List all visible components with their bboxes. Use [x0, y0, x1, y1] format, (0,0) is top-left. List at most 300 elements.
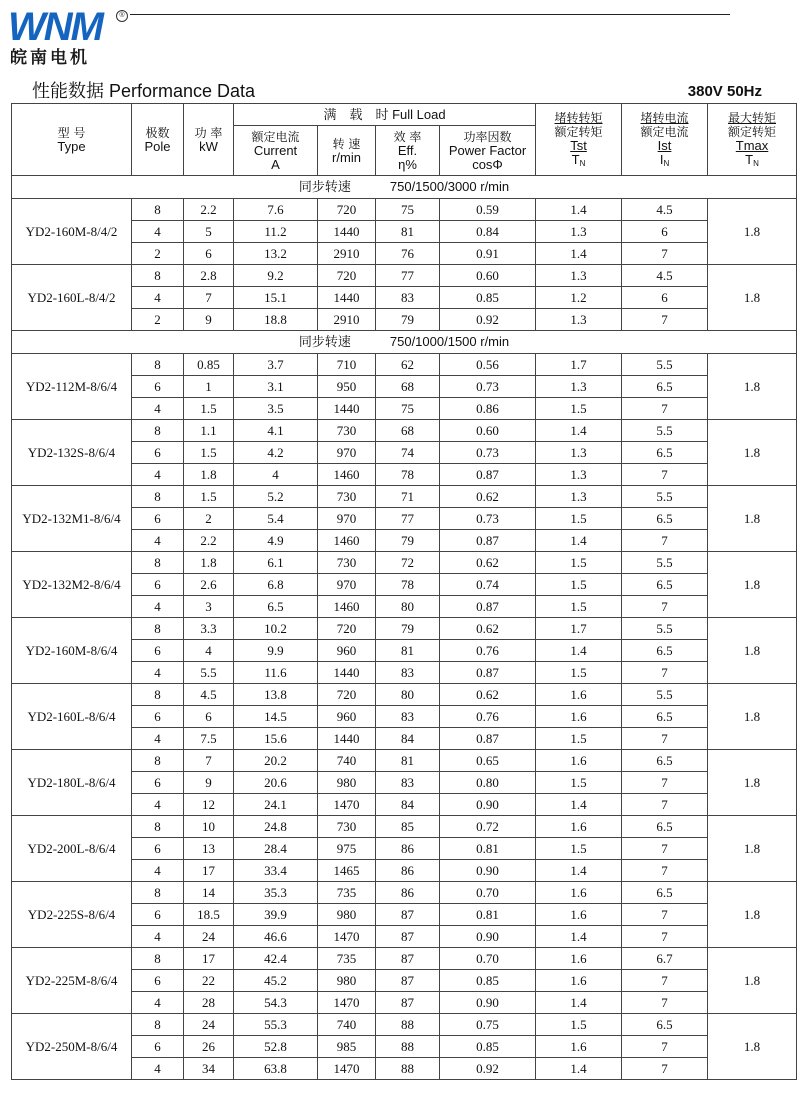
cell-kw: 26 — [184, 1036, 234, 1058]
cell-pf: 0.76 — [440, 706, 536, 728]
cell-current: 3.5 — [234, 398, 318, 420]
cell-current: 15.1 — [234, 287, 318, 309]
cell-pf: 0.76 — [440, 640, 536, 662]
cell-current: 7.6 — [234, 199, 318, 221]
cell-kw: 1.8 — [184, 464, 234, 486]
model-type: YD2-160L-8/4/2 — [12, 265, 132, 331]
cell-eff: 77 — [376, 265, 440, 287]
cell-eff: 72 — [376, 552, 440, 574]
cell-tst: 1.3 — [536, 309, 622, 331]
cell-eff: 68 — [376, 420, 440, 442]
cell-pf: 0.62 — [440, 684, 536, 706]
cell-current: 14.5 — [234, 706, 318, 728]
cell-ist: 7 — [622, 728, 708, 750]
cell-pf: 0.62 — [440, 486, 536, 508]
cell-eff: 78 — [376, 464, 440, 486]
cell-pf: 0.72 — [440, 816, 536, 838]
cell-eff: 87 — [376, 948, 440, 970]
cell-tst: 1.6 — [536, 750, 622, 772]
cell-tmax: 1.8 — [708, 816, 797, 882]
cell-eff: 62 — [376, 354, 440, 376]
cell-pf: 0.84 — [440, 221, 536, 243]
header-kw: 功 率 kW — [184, 104, 234, 176]
cell-eff: 83 — [376, 662, 440, 684]
cell-current: 5.2 — [234, 486, 318, 508]
cell-tst: 1.5 — [536, 662, 622, 684]
cell-tst: 1.5 — [536, 772, 622, 794]
cell-kw: 1.5 — [184, 442, 234, 464]
cell-ist: 6.5 — [622, 640, 708, 662]
cell-current: 24.8 — [234, 816, 318, 838]
model-type: YD2-160M-8/4/2 — [12, 199, 132, 265]
cell-speed: 1460 — [318, 464, 376, 486]
cell-eff: 75 — [376, 199, 440, 221]
cell-pole: 8 — [132, 750, 184, 772]
cell-kw: 24 — [184, 1014, 234, 1036]
cell-eff: 79 — [376, 309, 440, 331]
cell-pole: 4 — [132, 596, 184, 618]
cell-ist: 6.5 — [622, 508, 708, 530]
cell-tst: 1.5 — [536, 508, 622, 530]
header-speed: 转 速 r/min — [318, 126, 376, 176]
cell-ist: 7 — [622, 926, 708, 948]
cell-ist: 4.5 — [622, 199, 708, 221]
cell-pole: 8 — [132, 199, 184, 221]
cell-pf: 0.81 — [440, 904, 536, 926]
cell-eff: 68 — [376, 376, 440, 398]
cell-pole: 4 — [132, 992, 184, 1014]
cell-ist: 4.5 — [622, 265, 708, 287]
header-tst-ratio: 堵转转矩 额定转矩 Tst TN — [536, 104, 622, 176]
cell-speed: 720 — [318, 684, 376, 706]
cell-tst: 1.4 — [536, 640, 622, 662]
cell-pf: 0.90 — [440, 926, 536, 948]
cell-speed: 740 — [318, 750, 376, 772]
cell-ist: 5.5 — [622, 552, 708, 574]
cell-eff: 86 — [376, 838, 440, 860]
cell-current: 10.2 — [234, 618, 318, 640]
brand-chinese-name: 皖南电机 — [10, 48, 90, 68]
cell-pf: 0.92 — [440, 309, 536, 331]
cell-pole: 8 — [132, 948, 184, 970]
cell-tst: 1.3 — [536, 376, 622, 398]
cell-speed: 980 — [318, 772, 376, 794]
cell-ist: 5.5 — [622, 618, 708, 640]
cell-pole: 8 — [132, 816, 184, 838]
cell-tst: 1.6 — [536, 970, 622, 992]
cell-current: 5.4 — [234, 508, 318, 530]
cell-pf: 0.73 — [440, 442, 536, 464]
cell-speed: 980 — [318, 970, 376, 992]
cell-tst: 1.5 — [536, 574, 622, 596]
table-row — [12, 882, 797, 904]
logo-text: WNM — [8, 5, 102, 46]
model-type: YD2-225M-8/6/4 — [12, 948, 132, 1014]
cell-eff: 87 — [376, 904, 440, 926]
cell-ist: 7 — [622, 772, 708, 794]
cell-pf: 0.80 — [440, 772, 536, 794]
cell-ist: 7 — [622, 1036, 708, 1058]
cell-pole: 8 — [132, 420, 184, 442]
wnm-logo — [8, 4, 120, 46]
cell-speed: 1440 — [318, 221, 376, 243]
cell-kw: 1.8 — [184, 552, 234, 574]
cell-tst: 1.4 — [536, 530, 622, 552]
cell-ist: 6.5 — [622, 574, 708, 596]
cell-pole: 6 — [132, 640, 184, 662]
header-divider — [130, 14, 730, 15]
header-tmax-ratio: 最大转矩 额定转矩 Tmax TN — [708, 104, 797, 176]
cell-eff: 83 — [376, 287, 440, 309]
cell-ist: 6.5 — [622, 750, 708, 772]
cell-tst: 1.6 — [536, 948, 622, 970]
cell-current: 39.9 — [234, 904, 318, 926]
cell-ist: 5.5 — [622, 684, 708, 706]
cell-kw: 2.8 — [184, 265, 234, 287]
cell-tst: 1.6 — [536, 684, 622, 706]
cell-speed: 2910 — [318, 309, 376, 331]
cell-kw: 7.5 — [184, 728, 234, 750]
cell-kw: 3 — [184, 596, 234, 618]
cell-speed: 1460 — [318, 596, 376, 618]
cell-current: 18.8 — [234, 309, 318, 331]
header-pole: 极数 Pole — [132, 104, 184, 176]
cell-speed: 975 — [318, 838, 376, 860]
cell-speed: 1440 — [318, 662, 376, 684]
cell-current: 3.7 — [234, 354, 318, 376]
cell-kw: 4.5 — [184, 684, 234, 706]
cell-ist: 7 — [622, 860, 708, 882]
cell-eff: 87 — [376, 926, 440, 948]
cell-speed: 730 — [318, 420, 376, 442]
section-row — [12, 176, 797, 199]
cell-eff: 86 — [376, 882, 440, 904]
cell-eff: 71 — [376, 486, 440, 508]
cell-kw: 2.2 — [184, 199, 234, 221]
cell-eff: 88 — [376, 1036, 440, 1058]
cell-current: 13.8 — [234, 684, 318, 706]
cell-ist: 7 — [622, 596, 708, 618]
brand-header — [8, 4, 126, 72]
cell-tst: 1.5 — [536, 728, 622, 750]
cell-tst: 1.4 — [536, 243, 622, 265]
cell-ist: 6.5 — [622, 816, 708, 838]
cell-current: 35.3 — [234, 882, 318, 904]
model-type: YD2-132M2-8/6/4 — [12, 552, 132, 618]
cell-speed: 980 — [318, 904, 376, 926]
cell-tmax: 1.8 — [708, 948, 797, 1014]
cell-eff: 81 — [376, 221, 440, 243]
cell-speed: 735 — [318, 948, 376, 970]
cell-tmax: 1.8 — [708, 750, 797, 816]
voltage-frequency-spec: 380V 50Hz — [687, 83, 762, 100]
cell-current: 20.2 — [234, 750, 318, 772]
model-type: YD2-160L-8/6/4 — [12, 684, 132, 750]
header-type: 型 号 Type — [12, 104, 132, 176]
cell-speed: 740 — [318, 1014, 376, 1036]
cell-eff: 87 — [376, 992, 440, 1014]
cell-speed: 985 — [318, 1036, 376, 1058]
cell-eff: 83 — [376, 706, 440, 728]
cell-pole: 6 — [132, 904, 184, 926]
cell-ist: 6 — [622, 221, 708, 243]
cell-speed: 1470 — [318, 1058, 376, 1080]
cell-eff: 75 — [376, 398, 440, 420]
table-row — [12, 684, 797, 706]
cell-tmax: 1.8 — [708, 684, 797, 750]
cell-kw: 17 — [184, 860, 234, 882]
cell-tmax: 1.8 — [708, 882, 797, 948]
cell-current: 45.2 — [234, 970, 318, 992]
table-row — [12, 265, 797, 287]
cell-kw: 1 — [184, 376, 234, 398]
cell-ist: 7 — [622, 904, 708, 926]
cell-pf: 0.60 — [440, 265, 536, 287]
cell-speed: 720 — [318, 265, 376, 287]
cell-speed: 1470 — [318, 992, 376, 1014]
cell-pf: 0.73 — [440, 508, 536, 530]
cell-pole: 2 — [132, 243, 184, 265]
cell-eff: 78 — [376, 574, 440, 596]
cell-pf: 0.60 — [440, 420, 536, 442]
cell-tst: 1.5 — [536, 838, 622, 860]
cell-ist: 7 — [622, 530, 708, 552]
cell-kw: 1.5 — [184, 486, 234, 508]
cell-tst: 1.3 — [536, 442, 622, 464]
cell-speed: 960 — [318, 706, 376, 728]
cell-kw: 28 — [184, 992, 234, 1014]
cell-eff: 85 — [376, 816, 440, 838]
cell-pf: 0.87 — [440, 530, 536, 552]
section-label: 同步转速 750/1000/1500 r/min — [12, 331, 797, 354]
cell-pole: 8 — [132, 354, 184, 376]
cell-tst: 1.7 — [536, 354, 622, 376]
cell-speed: 1465 — [318, 860, 376, 882]
cell-ist: 7 — [622, 838, 708, 860]
table-row — [12, 199, 797, 221]
cell-speed: 960 — [318, 640, 376, 662]
cell-ist: 6.5 — [622, 706, 708, 728]
cell-eff: 80 — [376, 596, 440, 618]
cell-speed: 1470 — [318, 794, 376, 816]
cell-tmax: 1.8 — [708, 420, 797, 486]
cell-speed: 720 — [318, 199, 376, 221]
model-type: YD2-225S-8/6/4 — [12, 882, 132, 948]
cell-tmax: 1.8 — [708, 1014, 797, 1080]
cell-pole: 8 — [132, 1014, 184, 1036]
cell-kw: 6 — [184, 243, 234, 265]
cell-pole: 4 — [132, 860, 184, 882]
cell-pf: 0.85 — [440, 287, 536, 309]
cell-pole: 6 — [132, 772, 184, 794]
cell-kw: 0.85 — [184, 354, 234, 376]
cell-pole: 4 — [132, 287, 184, 309]
cell-pf: 0.90 — [440, 860, 536, 882]
cell-tst: 1.6 — [536, 904, 622, 926]
cell-current: 54.3 — [234, 992, 318, 1014]
cell-kw: 4 — [184, 640, 234, 662]
model-type: YD2-250M-8/6/4 — [12, 1014, 132, 1080]
cell-tmax: 1.8 — [708, 486, 797, 552]
cell-tst: 1.3 — [536, 486, 622, 508]
cell-speed: 1440 — [318, 398, 376, 420]
cell-tmax: 1.8 — [708, 199, 797, 265]
cell-kw: 7 — [184, 750, 234, 772]
cell-kw: 7 — [184, 287, 234, 309]
cell-speed: 735 — [318, 882, 376, 904]
cell-speed: 970 — [318, 574, 376, 596]
cell-tst: 1.4 — [536, 794, 622, 816]
performance-data-table — [11, 103, 797, 1080]
cell-speed: 710 — [318, 354, 376, 376]
cell-kw: 34 — [184, 1058, 234, 1080]
cell-eff: 77 — [376, 508, 440, 530]
model-type: YD2-132M1-8/6/4 — [12, 486, 132, 552]
cell-speed: 730 — [318, 816, 376, 838]
cell-eff: 84 — [376, 728, 440, 750]
cell-eff: 83 — [376, 772, 440, 794]
cell-pf: 0.85 — [440, 1036, 536, 1058]
cell-ist: 6.5 — [622, 1014, 708, 1036]
cell-tmax: 1.8 — [708, 618, 797, 684]
cell-pf: 0.59 — [440, 199, 536, 221]
cell-ist: 5.5 — [622, 354, 708, 376]
cell-tst: 1.4 — [536, 992, 622, 1014]
cell-pole: 6 — [132, 376, 184, 398]
cell-eff: 87 — [376, 970, 440, 992]
wnm-logo-mark — [8, 4, 120, 46]
cell-pole: 4 — [132, 530, 184, 552]
cell-eff: 76 — [376, 243, 440, 265]
cell-pole: 8 — [132, 618, 184, 640]
cell-pf: 0.85 — [440, 970, 536, 992]
cell-pole: 8 — [132, 486, 184, 508]
cell-current: 46.6 — [234, 926, 318, 948]
cell-ist: 6.5 — [622, 442, 708, 464]
cell-tst: 1.3 — [536, 221, 622, 243]
cell-kw: 18.5 — [184, 904, 234, 926]
cell-pf: 0.90 — [440, 992, 536, 1014]
cell-tst: 1.4 — [536, 420, 622, 442]
table-row — [12, 948, 797, 970]
cell-pole: 6 — [132, 574, 184, 596]
cell-current: 9.9 — [234, 640, 318, 662]
header-ist-ratio: 堵转电流 额定电流 Ist IN — [622, 104, 708, 176]
cell-tst: 1.5 — [536, 1014, 622, 1036]
cell-kw: 2.2 — [184, 530, 234, 552]
cell-ist: 7 — [622, 970, 708, 992]
model-type: YD2-200L-8/6/4 — [12, 816, 132, 882]
section-row — [12, 331, 797, 354]
cell-tst: 1.7 — [536, 618, 622, 640]
cell-kw: 1.5 — [184, 398, 234, 420]
section-label: 同步转速 750/1500/3000 r/min — [12, 176, 797, 199]
cell-pf: 0.62 — [440, 552, 536, 574]
cell-current: 28.4 — [234, 838, 318, 860]
cell-tst: 1.3 — [536, 464, 622, 486]
cell-eff: 86 — [376, 860, 440, 882]
cell-pole: 6 — [132, 970, 184, 992]
cell-ist: 6.5 — [622, 882, 708, 904]
cell-kw: 14 — [184, 882, 234, 904]
cell-tmax: 1.8 — [708, 354, 797, 420]
cell-pole: 4 — [132, 926, 184, 948]
table-row — [12, 1014, 797, 1036]
cell-ist: 6 — [622, 287, 708, 309]
cell-eff: 81 — [376, 750, 440, 772]
cell-pole: 8 — [132, 265, 184, 287]
cell-speed: 730 — [318, 552, 376, 574]
cell-pole: 6 — [132, 508, 184, 530]
cell-pf: 0.87 — [440, 596, 536, 618]
cell-current: 63.8 — [234, 1058, 318, 1080]
cell-pole: 4 — [132, 1058, 184, 1080]
cell-current: 4.1 — [234, 420, 318, 442]
cell-current: 52.8 — [234, 1036, 318, 1058]
cell-eff: 79 — [376, 618, 440, 640]
cell-current: 20.6 — [234, 772, 318, 794]
cell-tmax: 1.8 — [708, 552, 797, 618]
cell-ist: 5.5 — [622, 420, 708, 442]
cell-tst: 1.2 — [536, 287, 622, 309]
model-type: YD2-132S-8/6/4 — [12, 420, 132, 486]
cell-ist: 7 — [622, 992, 708, 1014]
cell-speed: 1470 — [318, 926, 376, 948]
cell-pole: 6 — [132, 838, 184, 860]
cell-current: 4.2 — [234, 442, 318, 464]
cell-current: 6.8 — [234, 574, 318, 596]
header-current: 额定电流 Current A — [234, 126, 318, 176]
cell-pole: 8 — [132, 552, 184, 574]
cell-pf: 0.62 — [440, 618, 536, 640]
cell-pole: 4 — [132, 398, 184, 420]
cell-tst: 1.3 — [536, 265, 622, 287]
cell-eff: 80 — [376, 684, 440, 706]
table-row — [12, 750, 797, 772]
cell-kw: 13 — [184, 838, 234, 860]
cell-pole: 4 — [132, 221, 184, 243]
cell-speed: 1440 — [318, 728, 376, 750]
table-row — [12, 552, 797, 574]
cell-pf: 0.87 — [440, 728, 536, 750]
cell-pf: 0.70 — [440, 882, 536, 904]
cell-eff: 88 — [376, 1014, 440, 1036]
cell-pole: 8 — [132, 882, 184, 904]
table-header — [12, 104, 797, 176]
cell-tst: 1.4 — [536, 926, 622, 948]
cell-ist: 7 — [622, 794, 708, 816]
cell-pole: 4 — [132, 662, 184, 684]
cell-current: 15.6 — [234, 728, 318, 750]
cell-tst: 1.4 — [536, 1058, 622, 1080]
cell-speed: 970 — [318, 508, 376, 530]
model-type: YD2-180L-8/6/4 — [12, 750, 132, 816]
cell-pf: 0.90 — [440, 794, 536, 816]
cell-current: 11.2 — [234, 221, 318, 243]
cell-pole: 4 — [132, 464, 184, 486]
cell-kw: 12 — [184, 794, 234, 816]
cell-pf: 0.75 — [440, 1014, 536, 1036]
cell-eff: 79 — [376, 530, 440, 552]
cell-eff: 88 — [376, 1058, 440, 1080]
cell-eff: 81 — [376, 640, 440, 662]
cell-pole: 8 — [132, 684, 184, 706]
cell-current: 6.1 — [234, 552, 318, 574]
cell-ist: 6.5 — [622, 376, 708, 398]
cell-pf: 0.65 — [440, 750, 536, 772]
cell-pole: 4 — [132, 794, 184, 816]
cell-tst: 1.6 — [536, 816, 622, 838]
